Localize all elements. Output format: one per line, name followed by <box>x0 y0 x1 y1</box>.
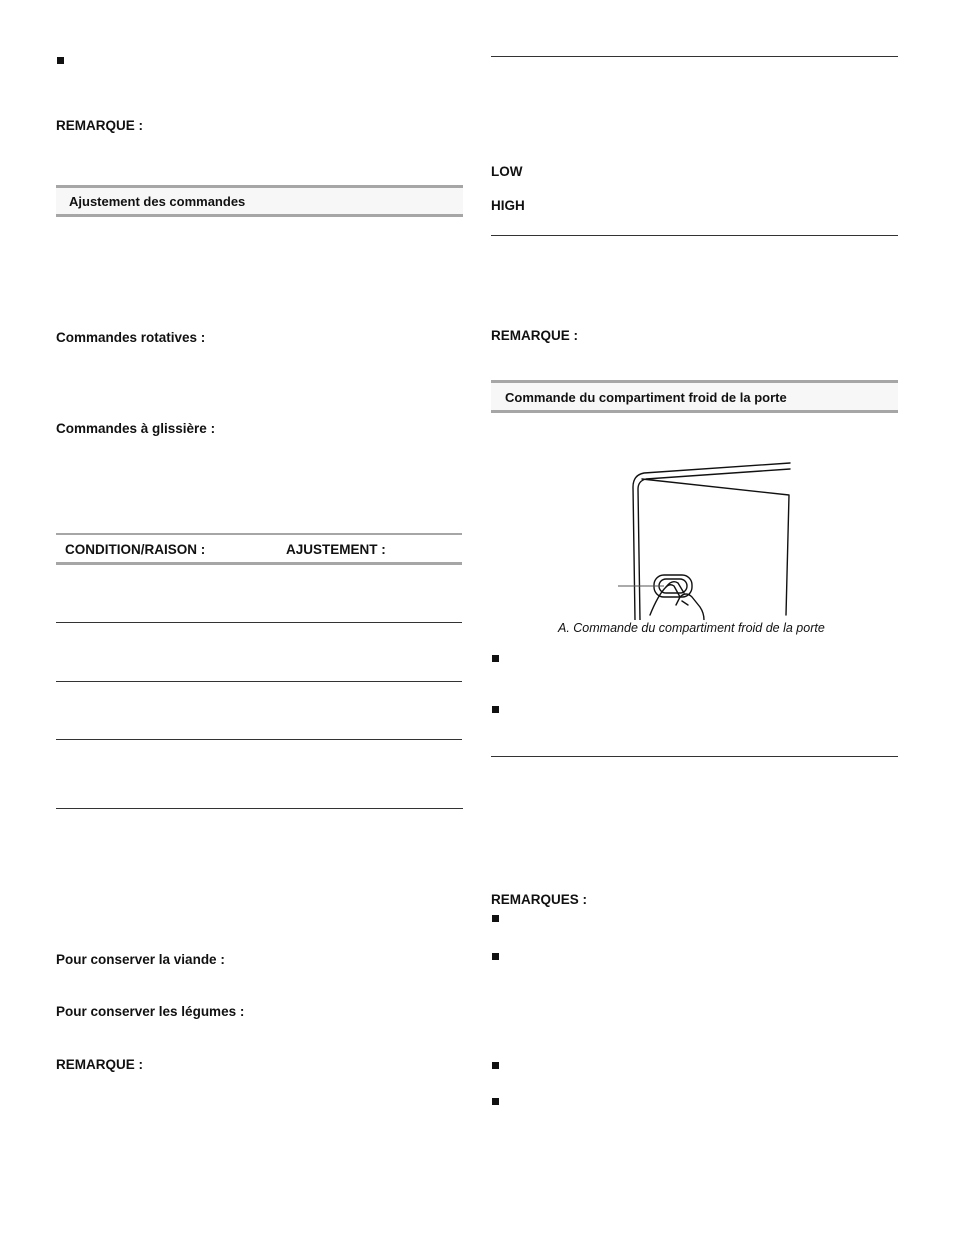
note-label: REMARQUE : <box>56 1057 143 1072</box>
slide-controls-label: Commandes à glissière : <box>56 421 216 436</box>
meat-storage-label: Pour conserver la viande : <box>56 952 225 967</box>
bullet-point <box>492 706 499 713</box>
door-control-illustration <box>600 455 800 620</box>
section-heading-door-control <box>491 380 898 413</box>
table-row-divider <box>56 739 462 740</box>
figure-caption: A. Commande du compartiment froid de la porte <box>558 621 825 635</box>
section-divider <box>56 808 463 809</box>
section-heading-text: Commande du compartiment froid de la porte <box>505 390 787 405</box>
note-label: REMARQUE : <box>491 328 578 343</box>
notes-label: REMARQUES : <box>491 892 588 907</box>
table-row-divider <box>56 622 462 623</box>
bullet-point <box>492 655 499 662</box>
rotary-controls-label: Commandes rotatives : <box>56 330 206 345</box>
section-divider <box>491 56 898 57</box>
bullet-point <box>57 57 64 64</box>
high-setting-label: HIGH <box>491 198 525 213</box>
section-divider <box>491 756 898 757</box>
bullet-point <box>492 1062 499 1069</box>
adjustment-table-header <box>56 533 462 565</box>
table-col-condition: CONDITION/RAISON : <box>65 542 206 557</box>
vegetable-storage-label: Pour conserver les légumes : <box>56 1004 245 1019</box>
bullet-point <box>492 915 499 922</box>
section-heading-text: Ajustement des commandes <box>69 194 246 209</box>
note-label: REMARQUE : <box>56 118 143 133</box>
bullet-point <box>492 1098 499 1105</box>
bullet-point <box>492 953 499 960</box>
table-row-divider <box>56 681 462 682</box>
section-heading-adjust-controls <box>56 185 463 217</box>
table-col-adjustment: AJUSTEMENT : <box>286 542 386 557</box>
section-divider <box>491 235 898 236</box>
low-setting-label: LOW <box>491 164 523 179</box>
